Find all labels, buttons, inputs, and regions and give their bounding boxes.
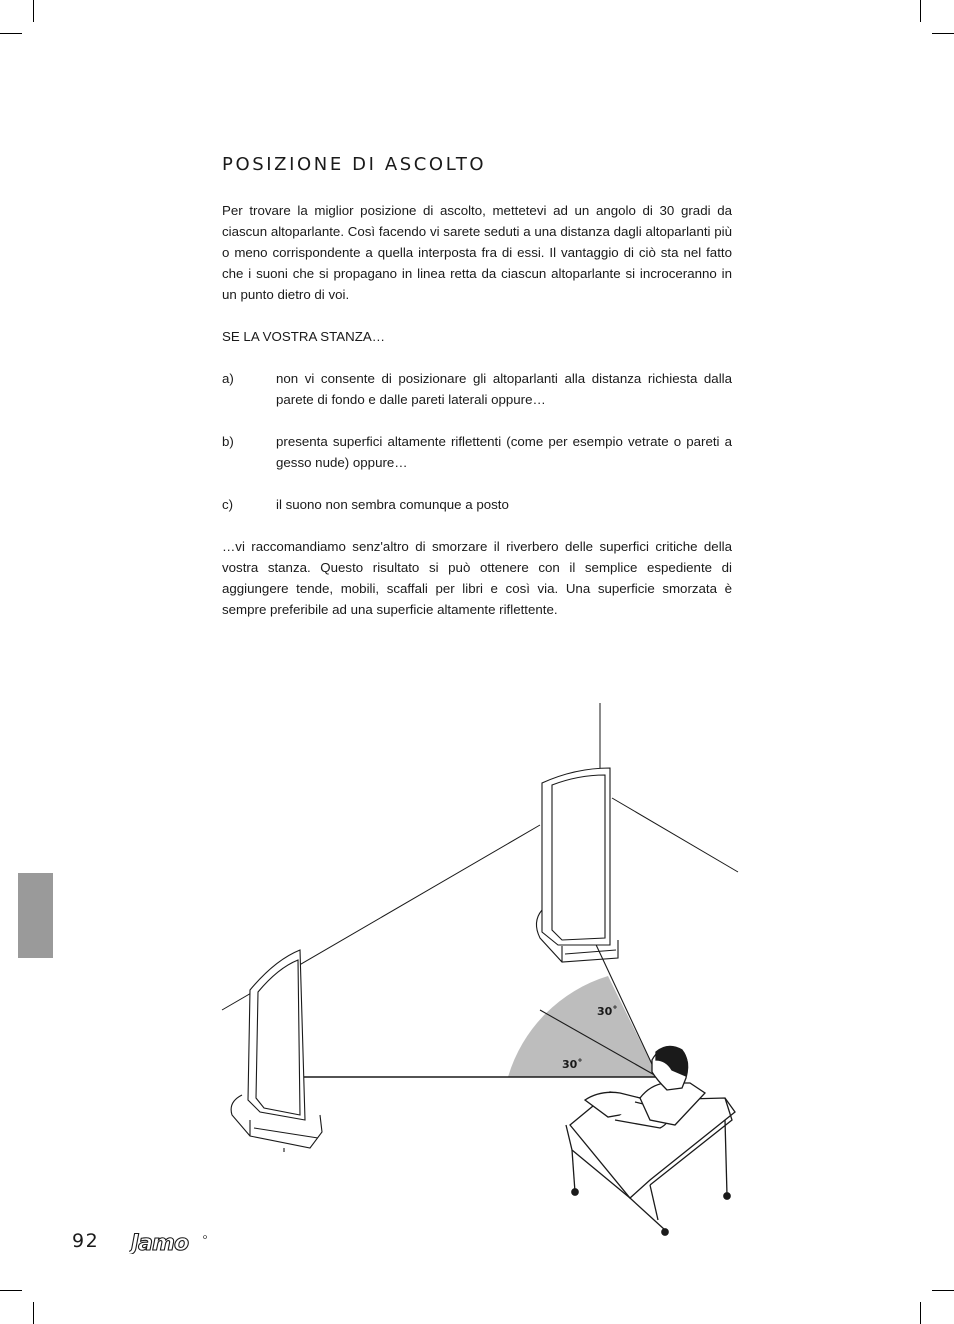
side-wall-line xyxy=(612,798,738,872)
recommendation-paragraph: …vi raccomandiamo senz'altro di smorzare il riverbero delle superfici critiche della vostra stanza. Questo risultato si può ottenere con il semplice espediente di aggiungere tende, mobili, scaffali per libri e così via. Una superficie smorzata è sempre preferibile ad una superficie altamente riflettente. xyxy=(222,539,732,617)
crop-mark xyxy=(33,1302,34,1324)
crop-mark xyxy=(932,33,954,34)
list-item-label: b) xyxy=(222,434,234,449)
list-item-text: non vi consente di posizionare gli altoparlanti alla distanza richiesta dalla parete di fondo e dalle pareti laterali oppure… xyxy=(276,371,732,407)
page-number: 92 xyxy=(72,1230,100,1252)
body-text xyxy=(222,200,732,641)
list-item-label: a) xyxy=(222,371,234,386)
section-title: POSIZIONE DI ASCOLTO xyxy=(222,154,487,175)
angle-label-upper: 30˚ xyxy=(597,1005,618,1018)
list-item-label: c) xyxy=(222,497,234,512)
listening-position-diagram xyxy=(220,700,750,1240)
crop-mark xyxy=(932,1290,954,1291)
list-item xyxy=(222,431,732,473)
crop-mark xyxy=(33,0,34,22)
angle-wedge xyxy=(508,976,658,1077)
speaker-right xyxy=(536,768,618,962)
intro-paragraph: Per trovare la miglior posizione di ascolto, mettetevi ad un angolo di 30 gradi da ciascun altoparlante. Così facendo vi sarete seduti a una distanza dagli altoparlanti più o meno corrispondente a quella interposta fra di essi. Il vantaggio di ciò sta nel fatto che i suoni che si propagano in linea retta da ciascun altoparlante si incroceranno in un punto dietro di voi. xyxy=(222,203,732,302)
crop-mark xyxy=(920,1302,921,1324)
crop-mark xyxy=(0,33,22,34)
registered-mark-icon xyxy=(204,1236,207,1239)
speaker-left xyxy=(231,950,322,1152)
jamo-logo xyxy=(129,1232,209,1254)
list-item xyxy=(222,494,732,515)
crop-mark xyxy=(0,1290,22,1291)
conditions-heading: SE LA VOSTRA STANZA… xyxy=(222,329,386,344)
crop-mark xyxy=(920,0,921,22)
section-tab-marker xyxy=(18,873,53,958)
list-item-text: il suono non sembra comunque a posto xyxy=(276,497,509,512)
list-item xyxy=(222,368,732,410)
angle-label-lower: 30˚ xyxy=(562,1058,583,1071)
brand-wordmark: Jamo xyxy=(131,1232,189,1254)
list-item-text: presenta superfici altamente riflettenti (come per esempio vetrate o pareti a gesso nude) oppure… xyxy=(276,434,732,470)
